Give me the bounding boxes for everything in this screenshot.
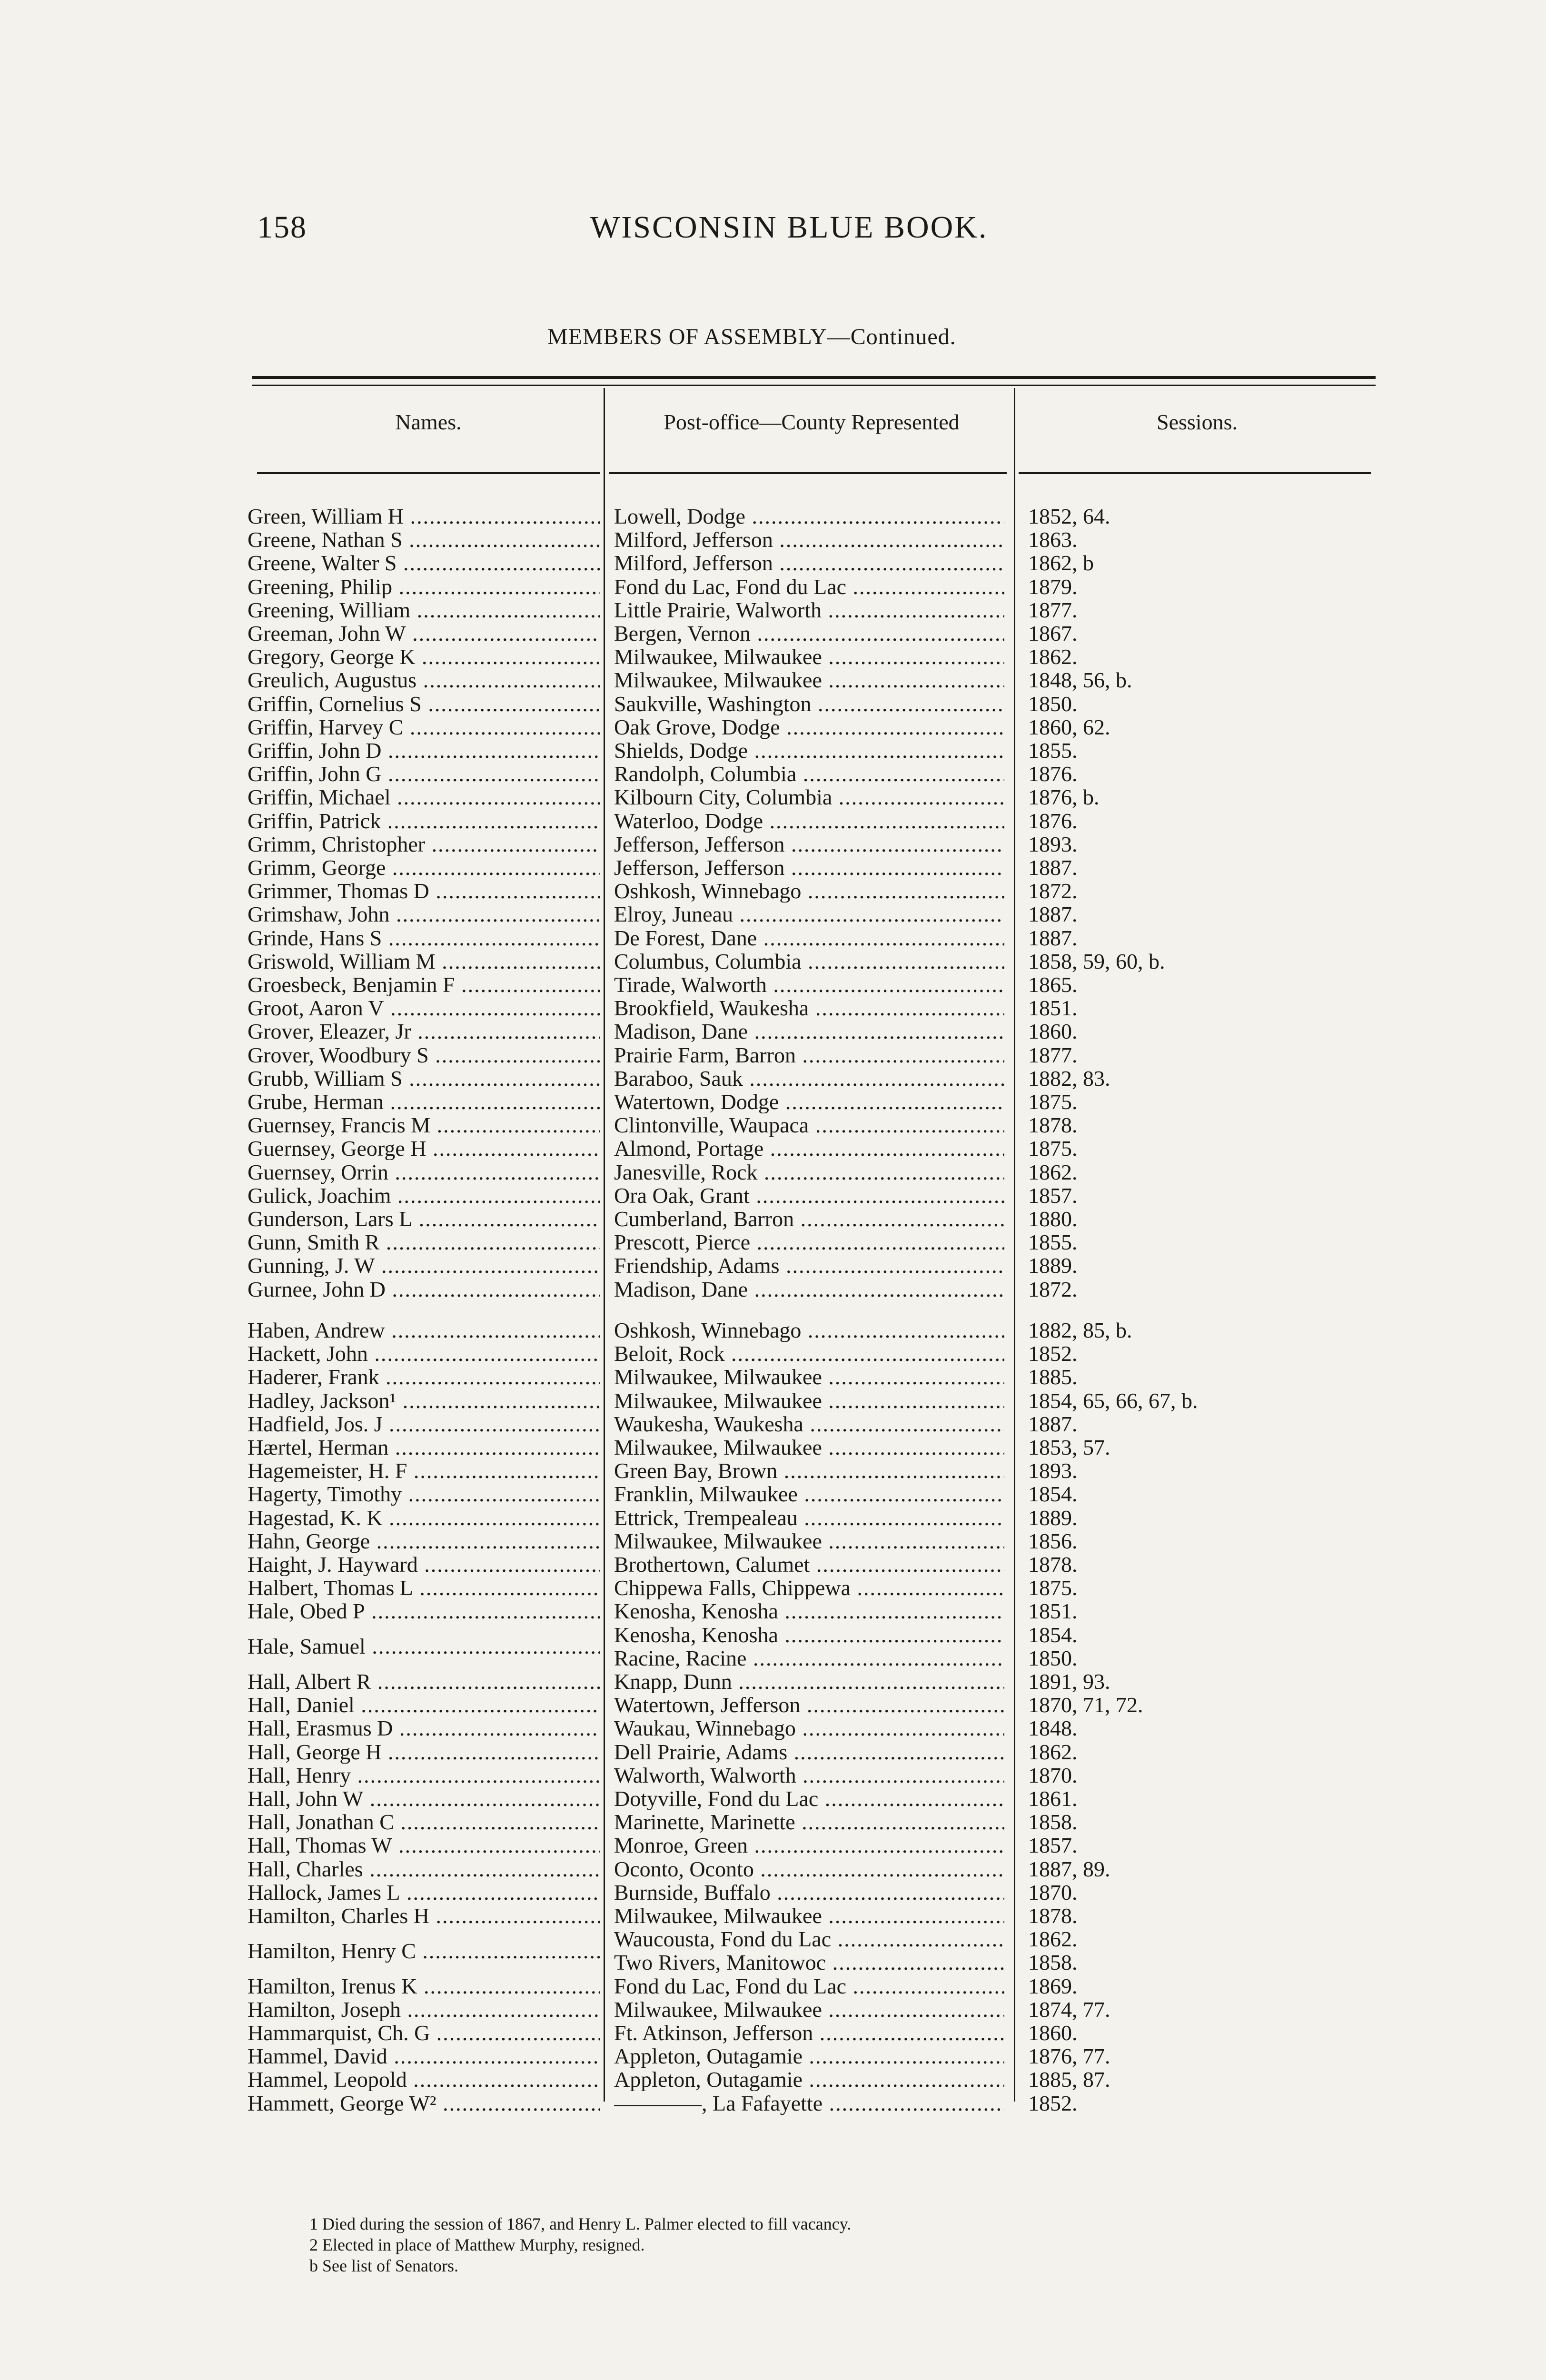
member-name: Greene, Nathan S ..... [248, 528, 600, 551]
post-office-county: Milwaukee, Milwaukee ..... [614, 1904, 1004, 1927]
post-office-county: Chippewa Falls, Chippewa ..... [614, 1576, 1004, 1599]
post-office-county: Lowell, Dodge ..... [614, 505, 1004, 528]
post-office-county: Walworth, Walworth ..... [614, 1764, 1004, 1787]
table-row [0, 1459, 1546, 1482]
member-name: Greening, Philip ..... [248, 575, 600, 598]
member-name: Hamilton, Joseph ..... [248, 1998, 600, 2021]
post-office-county: Milwaukee, Milwaukee ..... [614, 668, 1004, 692]
post-office-county: Milwaukee, Milwaukee ..... [614, 645, 1004, 668]
sessions: 1862. [1028, 1160, 1078, 1184]
column-header-post-office: Post-office—County Represented [664, 410, 960, 434]
post-office-county: ————, La Fafayette ..... [614, 2092, 1004, 2115]
post-office-county: Milwaukee, Milwaukee ..... [614, 1365, 1004, 1388]
table-row [0, 1389, 1546, 1412]
sessions: 1882, 83. [1028, 1066, 1110, 1090]
table-row [0, 575, 1546, 598]
page-header [257, 209, 1047, 252]
post-office-county: Kilbourn City, Columbia ..... [614, 785, 1004, 809]
post-office-county: Waucousta, Fond du Lac ..... [614, 1927, 1004, 1951]
sessions: 1880. [1028, 1207, 1078, 1230]
member-name: Grubb, William S ..... [248, 1067, 600, 1090]
table-row [0, 1951, 1546, 1974]
member-name: Hall, Thomas W ..... [248, 1834, 600, 1857]
post-office-county: Madison, Dane ..... [614, 1020, 1004, 1043]
sessions: 1858. [1028, 1810, 1078, 1834]
top-rule [252, 376, 1376, 379]
sessions: 1861. [1028, 1787, 1078, 1810]
sessions: 1876. [1028, 762, 1078, 786]
sessions: 1857. [1028, 1834, 1078, 1857]
member-name: Haight, J. Hayward ..... [248, 1553, 600, 1576]
member-name: Greene, Walter S ..... [248, 551, 600, 575]
member-name: Gunderson, Lars L ..... [248, 1207, 600, 1230]
post-office-county: Appleton, Outagamie ..... [614, 2068, 1004, 2091]
sessions: 1887. [1028, 1412, 1078, 1436]
member-name: Hagerty, Timothy ..... [248, 1482, 600, 1506]
post-office-county: Two Rivers, Manitowoc ..... [614, 1951, 1004, 1974]
member-name: Guernsey, George H ..... [248, 1137, 600, 1160]
table-row [0, 1904, 1546, 1927]
member-name: Hamilton, Irenus K ..... [248, 1974, 600, 1998]
post-office-county: Cumberland, Barron ..... [614, 1207, 1004, 1230]
member-name: Griffin, John G ..... [248, 762, 600, 785]
table-row [0, 1278, 1546, 1301]
member-name: Greeman, John W ..... [248, 622, 600, 645]
sessions: 1862. [1028, 1740, 1078, 1764]
post-office-county: Watertown, Jefferson ..... [614, 1693, 1004, 1716]
post-office-county: Baraboo, Sauk ..... [614, 1067, 1004, 1090]
table-row [0, 1113, 1546, 1137]
table-row [0, 645, 1546, 668]
post-office-county: Brothertown, Calumet ..... [614, 1553, 1004, 1576]
sessions: 1893. [1028, 1459, 1078, 1483]
member-name: Hall, John W ..... [248, 1787, 600, 1810]
member-name: Hagemeister, H. F ..... [248, 1459, 600, 1482]
post-office-county: Appleton, Outagamie ..... [614, 2044, 1004, 2068]
sessions: 1862, b [1028, 551, 1094, 575]
member-name: Greulich, Augustus ..... [248, 668, 600, 692]
member-name: Grimmer, Thomas D ..... [248, 879, 600, 902]
post-office-county: Brookfield, Waukesha ..... [614, 996, 1004, 1020]
member-name: Hale, Samuel ..... [248, 1635, 600, 1658]
member-name: Hall, George H ..... [248, 1740, 600, 1764]
post-office-county: Oak Grove, Dodge ..... [614, 715, 1004, 739]
table-row [0, 1576, 1546, 1599]
member-name: Griffin, Cornelius S ..... [248, 692, 600, 715]
footnote-b: b See list of Senators. [309, 2256, 458, 2275]
member-name: Gunn, Smith R ..... [248, 1230, 600, 1254]
sessions: 1875. [1028, 1576, 1078, 1600]
post-office-county: Marinette, Marinette ..... [614, 1810, 1004, 1834]
sessions: 1875. [1028, 1090, 1078, 1113]
member-name: Groot, Aaron V ..... [248, 996, 600, 1020]
sessions: 1860. [1028, 2021, 1078, 2044]
footnote-1: 1 Died during the session of 1867, and Henry L. Palmer elected to fill vacancy. [309, 2214, 852, 2233]
table-row [0, 879, 1546, 902]
member-name: Hall, Erasmus D ..... [248, 1716, 600, 1740]
table-row [0, 1834, 1546, 1857]
post-office-county: Milwaukee, Milwaukee ..... [614, 1998, 1004, 2021]
sessions: 1854. [1028, 1623, 1078, 1646]
table-row [0, 1230, 1546, 1254]
header-underline-names [257, 472, 600, 474]
post-office-county: Jefferson, Jefferson ..... [614, 856, 1004, 879]
table-row [0, 785, 1546, 809]
table-row [0, 1412, 1546, 1436]
sessions: 1852, 64. [1028, 505, 1110, 528]
sessions: 1878. [1028, 1553, 1078, 1576]
sessions: 1877. [1028, 1043, 1078, 1067]
table-row [0, 1482, 1546, 1506]
member-name: Grinde, Hans S ..... [248, 926, 600, 950]
sessions: 1850. [1028, 692, 1078, 715]
table-row [0, 715, 1546, 739]
post-office-county: Prescott, Pierce ..... [614, 1230, 1004, 1254]
sessions: 1879. [1028, 575, 1078, 598]
member-name: Griffin, Harvey C ..... [248, 715, 600, 739]
post-office-county: Fond du Lac, Fond du Lac ..... [614, 1974, 1004, 1998]
member-name: Green, William H ..... [248, 505, 600, 528]
post-office-county: Milwaukee, Milwaukee ..... [614, 1436, 1004, 1459]
table-row [0, 1764, 1546, 1787]
sessions: 1887. [1028, 856, 1078, 879]
post-office-county: Dotyville, Fond du Lac ..... [614, 1787, 1004, 1810]
post-office-county: Clintonville, Waupaca ..... [614, 1113, 1004, 1137]
table-row [0, 1436, 1546, 1459]
member-name: Hammel, David ..... [248, 2044, 600, 2068]
table-row [0, 1254, 1546, 1277]
member-name: Hærtel, Herman ..... [248, 1436, 600, 1459]
table-row [0, 2021, 1546, 2044]
sessions: 1869. [1028, 1974, 1078, 1998]
table-row [0, 996, 1546, 1020]
member-name: Hammel, Leopold ..... [248, 2068, 600, 2091]
table-row [0, 1207, 1546, 1230]
member-name: Griffin, Michael ..... [248, 785, 600, 809]
post-office-county: Shields, Dodge ..... [614, 739, 1004, 762]
table-row [0, 2092, 1546, 2115]
table-row [0, 1067, 1546, 1090]
member-name: Guernsey, Orrin ..... [248, 1160, 600, 1184]
sessions: 1885. [1028, 1365, 1078, 1389]
table-row [0, 2068, 1546, 2091]
sessions: 1887. [1028, 902, 1078, 926]
book-title: WISCONSIN BLUE BOOK. [590, 210, 988, 245]
table-row [0, 973, 1546, 996]
sessions: 1882, 85, b. [1028, 1319, 1132, 1342]
sessions: 1875. [1028, 1137, 1078, 1160]
sessions: 1876, b. [1028, 785, 1100, 809]
member-name: Halbert, Thomas L ..... [248, 1576, 600, 1599]
member-name: Groesbeck, Benjamin F ..... [248, 973, 600, 996]
table-row [0, 1529, 1546, 1553]
member-name: Hall, Jonathan C ..... [248, 1810, 600, 1834]
post-office-county: Ettrick, Trempealeau ..... [614, 1506, 1004, 1529]
member-name: Gurnee, John D ..... [248, 1278, 600, 1301]
table-row [0, 762, 1546, 785]
post-office-county: De Forest, Dane ..... [614, 926, 1004, 950]
sessions: 1878. [1028, 1904, 1078, 1927]
sessions: 1860. [1028, 1020, 1078, 1043]
sessions: 1877. [1028, 598, 1078, 622]
top-rule-thin [252, 385, 1376, 386]
sessions: 1855. [1028, 739, 1078, 762]
sessions: 1891, 93. [1028, 1670, 1110, 1693]
sessions: 1858, 59, 60, b. [1028, 949, 1165, 973]
table-row [0, 1599, 1546, 1623]
post-office-county: Milwaukee, Milwaukee ..... [614, 1389, 1004, 1412]
member-name: Hammarquist, Ch. G ..... [248, 2021, 600, 2044]
sessions: 1878. [1028, 1113, 1078, 1137]
member-name: Haben, Andrew ..... [248, 1319, 600, 1342]
table-row [0, 1787, 1546, 1810]
post-office-county: Knapp, Dunn ..... [614, 1670, 1004, 1693]
sessions: 1885, 87. [1028, 2068, 1110, 2092]
sessions: 1876, 77. [1028, 2044, 1110, 2068]
sessions: 1862. [1028, 645, 1078, 669]
sessions: 1851. [1028, 996, 1078, 1020]
post-office-county: Franklin, Milwaukee ..... [614, 1482, 1004, 1506]
sessions: 1872. [1028, 879, 1078, 903]
header-underline-sessions [1019, 472, 1371, 474]
sessions: 1852. [1028, 2091, 1078, 2115]
table-row [0, 1160, 1546, 1184]
post-office-county: Kenosha, Kenosha ..... [614, 1623, 1004, 1646]
member-name: Gunning, J. W ..... [248, 1254, 600, 1277]
table-row [0, 505, 1546, 528]
table-row [0, 1810, 1546, 1834]
member-name: Hadfield, Jos. J ..... [248, 1412, 600, 1436]
post-office-county: Monroe, Green ..... [614, 1834, 1004, 1857]
table-row [0, 1693, 1546, 1716]
table-row [0, 668, 1546, 692]
sessions: 1848. [1028, 1716, 1078, 1740]
sessions: 1889. [1028, 1506, 1078, 1529]
post-office-county: Saukville, Washington ..... [614, 692, 1004, 715]
post-office-county: Janesville, Rock ..... [614, 1160, 1004, 1184]
sessions: 1851. [1028, 1599, 1078, 1623]
member-name: Hall, Daniel ..... [248, 1693, 600, 1716]
member-name: Hall, Charles ..... [248, 1857, 600, 1881]
sessions: 1893. [1028, 832, 1078, 856]
post-office-county: Green Bay, Brown ..... [614, 1459, 1004, 1482]
table-row [0, 1319, 1546, 1342]
post-office-county: Watertown, Dodge ..... [614, 1090, 1004, 1113]
member-name: Hagestad, K. K ..... [248, 1506, 600, 1529]
footnotes [309, 2213, 851, 2276]
post-office-county: Tirade, Walworth ..... [614, 973, 1004, 996]
section-title: MEMBERS OF ASSEMBLY—Continued. [547, 324, 956, 349]
footnote-2: 2 Elected in place of Matthew Murphy, resigned. [309, 2235, 645, 2254]
post-office-county: Ft. Atkinson, Jefferson ..... [614, 2021, 1004, 2044]
table-row [0, 739, 1546, 762]
sessions: 1889. [1028, 1254, 1078, 1278]
post-office-county: Waterloo, Dodge ..... [614, 809, 1004, 833]
table-row [0, 1553, 1546, 1576]
sessions: 1848, 56, b. [1028, 668, 1132, 692]
table-row [0, 1974, 1546, 1998]
sessions: 1887, 89. [1028, 1857, 1110, 1881]
post-office-county: Jefferson, Jefferson ..... [614, 833, 1004, 856]
table-row [0, 809, 1546, 833]
table-row [0, 551, 1546, 575]
post-office-county: Oshkosh, Winnebago ..... [614, 879, 1004, 902]
table-row [0, 1716, 1546, 1740]
sessions: 1858. [1028, 1951, 1078, 1974]
member-name: Hadley, Jackson¹ ..... [248, 1389, 600, 1412]
sessions: 1850. [1028, 1646, 1078, 1670]
table-row [0, 1740, 1546, 1764]
sessions: 1857. [1028, 1183, 1078, 1207]
table-row [0, 692, 1546, 715]
post-office-county: Milford, Jefferson ..... [614, 551, 1004, 575]
sessions: 1870. [1028, 1763, 1078, 1787]
sessions: 1854, 65, 66, 67, b. [1028, 1388, 1198, 1412]
member-name: Griffin, John D ..... [248, 739, 600, 762]
member-name: Hall, Henry ..... [248, 1764, 600, 1787]
table-row [0, 1184, 1546, 1207]
sessions: 1863. [1028, 528, 1078, 552]
member-name: Griffin, Patrick ..... [248, 809, 600, 833]
column-header-sessions: Sessions. [1157, 410, 1238, 434]
table-row [0, 528, 1546, 551]
table-row [0, 1670, 1546, 1693]
header-underline-post-office [609, 472, 1007, 474]
column-header-names: Names. [395, 410, 462, 434]
member-name: Hallock, James L ..... [248, 1881, 600, 1904]
member-name: Hamilton, Charles H ..... [248, 1904, 600, 1927]
table-row [0, 902, 1546, 926]
sessions: 1870, 71, 72. [1028, 1693, 1143, 1717]
member-name: Hackett, John ..... [248, 1342, 600, 1365]
table-row [0, 1342, 1546, 1365]
member-name: Gulick, Joachim ..... [248, 1184, 600, 1207]
sessions: 1872. [1028, 1277, 1078, 1301]
sessions: 1852. [1028, 1342, 1078, 1366]
post-office-county: Burnside, Buffalo ..... [614, 1881, 1004, 1904]
sessions: 1865. [1028, 973, 1078, 996]
post-office-county: Dell Prairie, Adams ..... [614, 1740, 1004, 1764]
post-office-county: Little Prairie, Walworth ..... [614, 598, 1004, 622]
member-name: Grimm, Christopher ..... [248, 833, 600, 856]
post-office-county: Bergen, Vernon ..... [614, 622, 1004, 645]
member-name: Grover, Woodbury S ..... [248, 1043, 600, 1067]
table-row [0, 1857, 1546, 1881]
member-name: Hammett, George W² ..... [248, 2092, 600, 2115]
member-name: Guernsey, Francis M ..... [248, 1113, 600, 1137]
table-row [0, 1090, 1546, 1113]
sessions: 1862. [1028, 1927, 1078, 1951]
post-office-county: Elroy, Juneau ..... [614, 902, 1004, 926]
post-office-county: Friendship, Adams ..... [614, 1254, 1004, 1277]
sessions: 1876. [1028, 809, 1078, 833]
table-row [0, 833, 1546, 856]
post-office-county: Columbus, Columbia ..... [614, 950, 1004, 973]
member-name: Grover, Eleazer, Jr ..... [248, 1020, 600, 1043]
sessions: 1867. [1028, 622, 1078, 645]
post-office-county: Fond du Lac, Fond du Lac ..... [614, 575, 1004, 598]
post-office-county: Almond, Portage ..... [614, 1137, 1004, 1160]
sessions: 1853, 57. [1028, 1436, 1110, 1459]
table-row [0, 1020, 1546, 1043]
table-row [0, 1881, 1546, 1904]
sessions: 1856. [1028, 1529, 1078, 1553]
sessions: 1855. [1028, 1230, 1078, 1254]
post-office-county: Ora Oak, Grant ..... [614, 1184, 1004, 1207]
post-office-county: Madison, Dane ..... [614, 1278, 1004, 1301]
member-name: Grimm, George ..... [248, 856, 600, 879]
member-name: Grube, Herman ..... [248, 1090, 600, 1113]
member-name: Greening, William ..... [248, 598, 600, 622]
post-office-county: Oshkosh, Winnebago ..... [614, 1319, 1004, 1342]
post-office-county: Kenosha, Kenosha ..... [614, 1599, 1004, 1623]
post-office-county: Milwaukee, Milwaukee ..... [614, 1529, 1004, 1553]
member-name: Hale, Obed P ..... [248, 1599, 600, 1623]
member-name: Griswold, William M ..... [248, 950, 600, 973]
member-name: Gregory, George K ..... [248, 645, 600, 668]
member-name: Haderer, Frank ..... [248, 1365, 600, 1388]
post-office-county: Waukau, Winnebago ..... [614, 1716, 1004, 1740]
member-name: Hamilton, Henry C ..... [248, 1939, 600, 1963]
sessions: 1860, 62. [1028, 715, 1110, 739]
post-office-county: Milford, Jefferson ..... [614, 528, 1004, 551]
post-office-county: Waukesha, Waukesha ..... [614, 1412, 1004, 1436]
member-name: Hall, Albert R ..... [248, 1670, 600, 1693]
table-row [0, 950, 1546, 973]
table-row [0, 1998, 1546, 2021]
table-row [0, 1137, 1546, 1160]
sessions: 1870. [1028, 1880, 1078, 1904]
post-office-county: Prairie Farm, Barron ..... [614, 1043, 1004, 1067]
post-office-county: Racine, Racine ..... [614, 1646, 1004, 1670]
table-row [0, 622, 1546, 645]
post-office-county: Oconto, Oconto ..... [614, 1857, 1004, 1881]
table-row [0, 1506, 1546, 1529]
member-name: Hahn, George ..... [248, 1529, 600, 1553]
member-name: Grimshaw, John ..... [248, 902, 600, 926]
sessions: 1854. [1028, 1482, 1078, 1506]
post-office-county: Beloit, Rock ..... [614, 1342, 1004, 1365]
table-row [0, 598, 1546, 622]
table-row [0, 1646, 1546, 1670]
page-number: 158 [257, 210, 307, 245]
table-row [0, 2044, 1546, 2068]
post-office-county: Randolph, Columbia ..... [614, 762, 1004, 785]
table-row [0, 856, 1546, 879]
table-row [0, 926, 1546, 950]
table-row [0, 1365, 1546, 1388]
sessions: 1874, 77. [1028, 1997, 1110, 2021]
sessions: 1887. [1028, 926, 1078, 950]
table-row [0, 1043, 1546, 1067]
